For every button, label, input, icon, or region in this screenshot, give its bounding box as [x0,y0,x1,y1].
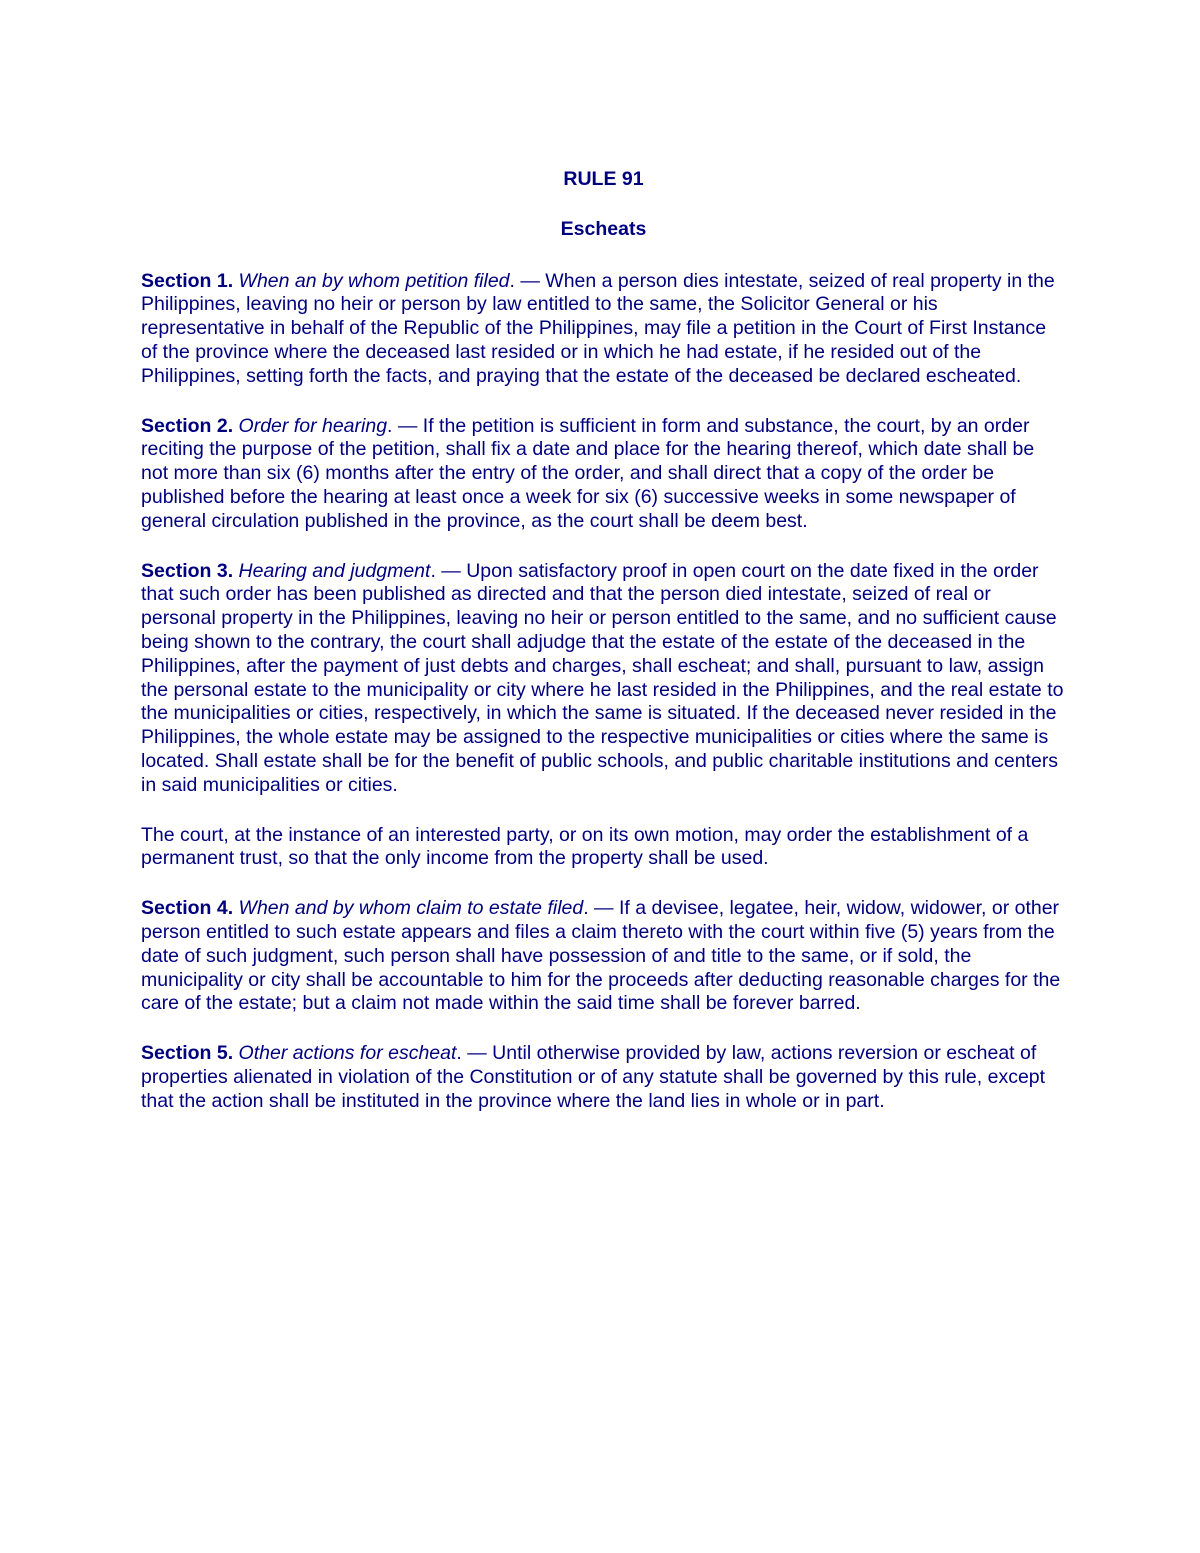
section-4-heading: When and by whom claim to estate filed [238,897,584,920]
section-1-paragraph [141,270,1066,389]
section-5-body: . — Until otherwise provided by law, actions reversion or escheat of properties alienated in violation of the Constitution or of any statute shall be governed by this rule, except that the action shall be instituted in the province where the land lies in whole or in part. [141,1042,1046,1112]
section-4-paragraph [141,897,1066,1016]
section-3-trust-paragraph [141,824,1066,872]
section-5-label: Section 5. [141,1042,234,1065]
section-3-heading: Hearing and judgment [238,559,431,582]
section-4-body: . — If a devisee, legatee, heir, widow, widower, or other person entitled to such estate appears and files a claim thereto with the court within five (5) years from the date of such judgment, such person shall have possession of and title to the same, or if sold, the municipality or city shall be accountable to him for the proceeds after deducting reasonable charges for the care of the estate; but a claim not made within the said time shall be forever barred. [141,897,1061,1015]
section-2-heading: Order for hearing [238,414,388,437]
section-2-body: . — If the petition is sufficient in form and substance, the court, by an order reciting the purpose of the petition, shall fix a date and place for the hearing thereof, which date shall be not more than six (6) months after the entry of the order, and shall direct that a copy of the order be published before the hearing at least once a week for six (6) successive weeks in some newspaper of general circulation published in the province, as the court shall be deem best. [141,414,1035,532]
section-1-heading: When an by whom petition filed [238,269,510,292]
rule-title: RULE 91 [563,168,644,190]
section-1-label: Section 1. [141,269,234,292]
section-3-body: . — Upon satisfactory proof in open court on the date fixed in the order that such order has been published as directed and that the person died intestate, seized of real or personal property in the Philippines, leaving no heir or person entitled to the same, and no sufficient cause being shown to the contrary, the court shall adjudge that the estate of the estate of the deceased in the Philippines, after the payment of just debts and charges, shall escheat; and shall, pursuant to law, assign the personal estate to the municipality or city where he last resided in the Philippines, and the real estate to the municipalities or cities, respectively, in which the same is situated. If the deceased never resided in the Philippines, the whole estate may be assigned to the respective municipalities or cities where the same is located. Shall estate shall be for the benefit of public schools, and public charitable institutions and centers in said municipalities or cities. [141,559,1064,796]
section-4-label: Section 4. [141,897,234,920]
rule-subtitle: Escheats [560,217,647,240]
section-3-label: Section 3. [141,559,234,582]
section-5-paragraph [141,1042,1066,1113]
section-3-trust-body: The court, at the instance of an interested party, or on its own motion, may order the establishment of a permanent trust, so that the only income from the property shall be used. [141,823,1029,870]
section-5-heading: Other actions for escheat [238,1042,457,1065]
section-2-label: Section 2. [141,414,234,437]
document-page [141,168,1066,1140]
section-2-paragraph [141,415,1066,534]
section-3-paragraph [141,560,1066,798]
section-1-body: . — When a person dies intestate, seized of real property in the Philippines, leaving no heir or person by law entitled to the same, the Solicitor General or his representative in behalf of the Republic of the Philippines, may file a petition in the Court of First Instance of the province where the deceased last resided or in which he had estate, if he resided out of the Philippines, setting forth the facts, and praying that the estate of the deceased be declared escheated. [141,269,1055,387]
